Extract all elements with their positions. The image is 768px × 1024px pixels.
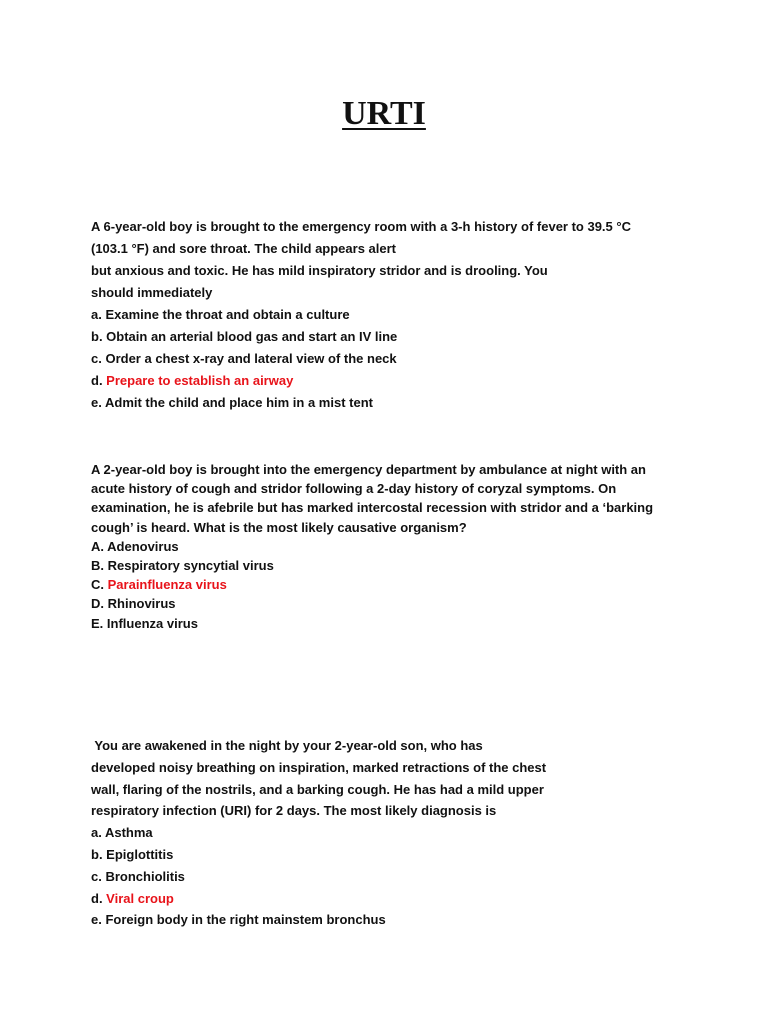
option-text: Influenza virus (106, 615, 198, 631)
option-prefix: c. (91, 868, 106, 884)
question-stem-line: (103.1 °F) and sore throat. The child appears alert (91, 241, 397, 256)
question-stem-line: cough’ is heard. What is the most likely causative organism? (91, 519, 467, 535)
option-prefix: C. (91, 577, 108, 593)
correct-answer-text: Prepare to establish an airway (106, 373, 294, 388)
page-title: URTI (342, 95, 426, 132)
question-stem-line: respiratory infection (URI) for 2 days. The most likely diagnosis is (91, 803, 497, 819)
option-prefix: d. (91, 373, 107, 388)
option-c (91, 348, 691, 370)
question-stem-line: but anxious and toxic. He has mild inspiratory stridor and is drooling. You (91, 263, 548, 278)
question-stem-line: wall, flaring of the nostrils, and a barking cough. He has had a mild upper (91, 781, 544, 797)
correct-answer-text: Parainfluenza virus (107, 577, 227, 593)
option-a (91, 822, 691, 844)
option-text: Rhinovirus (107, 596, 176, 612)
option-d-correct (91, 370, 691, 392)
option-prefix: E. (91, 615, 107, 631)
option-e (91, 614, 691, 633)
option-text: Obtain an arterial blood gas and start an IV line (106, 329, 398, 344)
option-prefix: a. (91, 307, 106, 322)
question-1 (91, 216, 691, 414)
option-prefix: D. (91, 596, 108, 612)
option-prefix: B. (91, 557, 108, 573)
option-text: Adenovirus (107, 538, 179, 554)
option-a (91, 537, 691, 556)
question-stem-line: examination, he is afebrile but has marked intercostal recession with stridor and a ‘barking (91, 500, 654, 516)
option-prefix: d. (91, 890, 107, 906)
question-stem-line: A 2-year-old boy is brought into the emergency department by ambulance at night with an (91, 462, 646, 477)
option-prefix: b. (91, 846, 107, 862)
correct-answer-text: Viral croup (106, 890, 174, 906)
question-2 (91, 460, 691, 633)
question-stem-line: developed noisy breathing on inspiration, marked retractions of the chest (91, 759, 547, 775)
option-c-correct (91, 575, 691, 594)
question-stem-line: A 6-year-old boy is brought to the emergency room with a 3-h history of fever to 39.5 °C (91, 219, 631, 234)
option-b (91, 556, 691, 575)
option-text: Respiratory syncytial virus (107, 557, 274, 573)
option-e (91, 392, 691, 414)
option-text: Epiglottitis (106, 846, 174, 862)
option-prefix: c. (91, 351, 106, 366)
option-prefix: b. (91, 329, 107, 344)
option-e (91, 909, 691, 931)
option-text: Bronchiolitis (105, 868, 185, 884)
option-text: Asthma (104, 825, 153, 841)
question-stem-line: You are awakened in the night by your 2-year-old son, who has (91, 738, 483, 753)
option-a (91, 304, 691, 326)
question-3 (91, 735, 691, 931)
option-text: Order a chest x-ray and lateral view of the neck (105, 351, 397, 366)
question-stem-line: should immediately (91, 285, 213, 300)
option-text: Examine the throat and obtain a culture (105, 307, 350, 322)
option-d-correct (91, 888, 691, 910)
question-stem-line: acute history of cough and stridor following a 2-day history of coryzal symptoms. On (91, 481, 617, 497)
option-d (91, 594, 691, 613)
option-text: Foreign body in the right mainstem bronchus (105, 912, 386, 928)
option-prefix: A. (91, 538, 108, 554)
option-b (91, 326, 691, 348)
option-text: Admit the child and place him in a mist tent (104, 395, 373, 410)
option-prefix: e. (91, 395, 105, 410)
option-prefix: a. (91, 825, 105, 841)
option-b (91, 844, 691, 866)
option-c (91, 866, 691, 888)
option-prefix: e. (91, 912, 106, 928)
